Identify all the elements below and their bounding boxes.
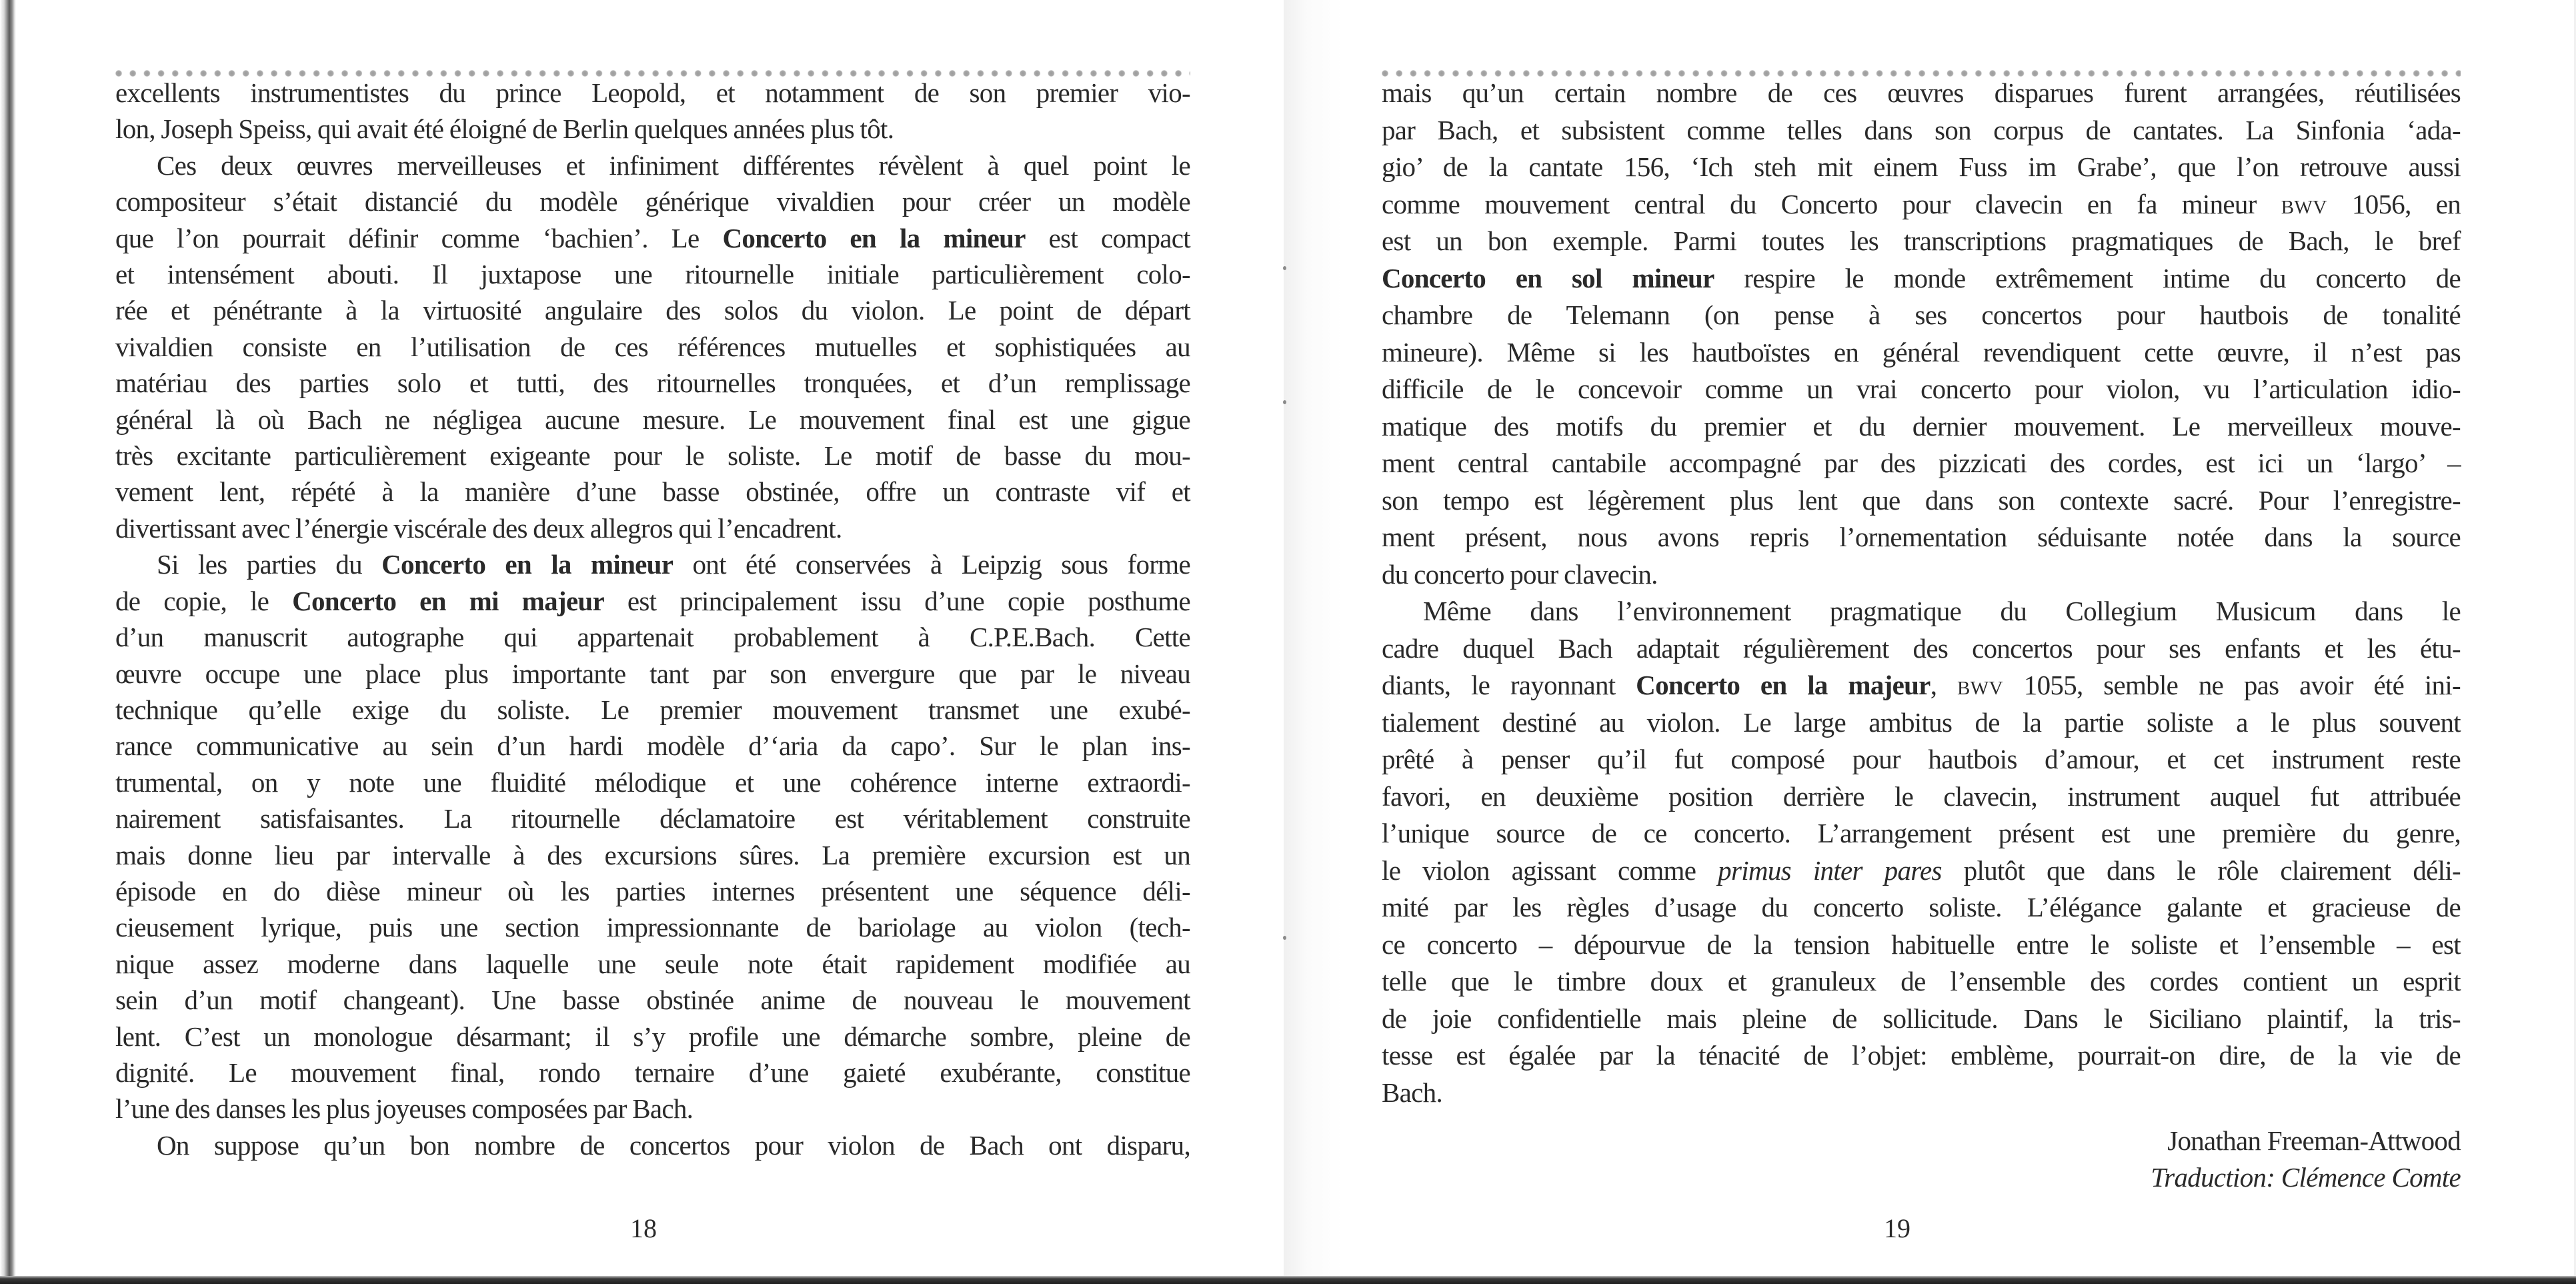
line-text: est principalement issu d’une copie posthume [603,585,1190,616]
line-text: vivaldien consiste en l’utilisation de ces références mutuelles et sophistiquées au [115,331,1190,362]
line-text: plutôt que dans le rôle clairement déli- [1941,854,2461,886]
text-line [115,474,1190,510]
signature [2151,1123,2461,1196]
line-text: technique qu’elle exige du soliste. Le premier mouvement transmet une exubé- [115,694,1190,725]
line-text: matique des motifs du premier et du dernier mouvement. Le merveilleux mouve- [1382,410,2461,442]
text-line [115,1019,1190,1055]
text-line [115,111,1190,147]
text-line [1382,1001,2461,1038]
text-line [115,510,1190,546]
line-text: son tempo est légèrement plus lent que dans son contexte sacré. Pour l’enregistre- [1382,484,2461,516]
text-line [115,329,1190,365]
text-line [115,1091,1190,1127]
line-text: général là où Bach ne négligea aucune mesure. Le mouvement final est une gigue [115,404,1190,435]
line-text: rance communicative au sein d’un hardi modèle d’‘aria da capo’. Sur le plan ins- [115,730,1190,762]
translator-credit: Traduction: Clémence Comte [2151,1162,2461,1193]
text-line [1382,815,2461,852]
line-text: matériau des parties solo et tutti, des ritournelles tronquées, et d’un remplissage [115,368,1190,399]
text-line [115,1127,1190,1163]
text-line [115,183,1190,219]
page-gutter [1284,0,1344,1276]
line-text: mais donne lieu par intervalle à des excursions sûres. La première excursion est un [115,839,1190,870]
text-line [115,256,1190,292]
line-text: épisode en do dièse mineur où les parties internes présentent une séquence déli- [115,875,1190,906]
line-text: mais qu’un certain nombre de ces œuvres disparues furent arrangées, réutilisées [1382,77,2461,108]
line-text: nique assez moderne dans laquelle une seule note était rapidement modifiée au [115,948,1190,979]
line-text: Même dans l’environnement pragmatique du Collegium Musicum dans le [1423,596,2461,626]
text-line [1382,926,2461,964]
line-text: lon, Joseph Speiss, qui avait été éloigné de Berlin quelques années plus tôt. [115,113,894,145]
scan-speck [1283,936,1286,940]
work-title: Concerto en la mineur [722,222,1026,253]
text-line [115,982,1190,1018]
line-text: sein d’un motif changeant). Une basse obstinée anime de nouveau le mouvement [115,985,1190,1016]
scan-bottom-edge [0,1276,2576,1284]
text-line [1382,186,2461,223]
line-text: gio’ de la cantate 156, ‘Ich steh mit einem Fuss im Grabe’, que l’on retrouve aussi [1382,151,2461,182]
line-text: compositeur s’était distancié du modèle générique vivaldien pour créer un modèle [115,186,1190,217]
line-text: ment central cantabile accompagné par des pizzicati des cordes, est ici un ‘largo’ – [1382,448,2461,478]
text-line [115,909,1190,945]
page-left [115,0,1190,1276]
scan-speck [1283,266,1286,270]
text-line [115,220,1190,256]
line-text: mité par les règles d’usage du concerto soliste. L’élégance galante et gracieuse de [1382,892,2461,922]
scan-speck [1283,400,1286,404]
catalogue-abbrev: bwv [2281,188,2327,219]
line-text: favori, en deuxième position derrière le clavecin, instrument auquel fut attribuée [1382,780,2461,812]
book-spine-edge [0,0,16,1284]
line-text: est compact [1025,222,1190,253]
text-line [1382,741,2461,778]
line-text: est un bon exemple. Parmi toutes les transcriptions pragmatiques de Bach, le bref [1382,225,2461,256]
text-line [115,583,1190,619]
text-line [1382,445,2461,482]
text-line [1382,704,2461,742]
line-text: telle que le timbre doux et granuleux de l’ensemble des cordes contient un esprit [1382,966,2461,997]
text-line [115,946,1190,982]
text-line [115,365,1190,401]
text-line [115,692,1190,728]
text-line [1382,1037,2461,1075]
line-text: , [1930,670,1957,700]
emphasis-text: primus inter pares [1718,854,1942,886]
text-line [1382,593,2461,630]
line-text: cadre duquel Bach adaptait régulièrement des concertos pour ses enfants et les étu- [1382,632,2461,664]
line-text: Bach. [1382,1077,1442,1108]
text-line [1382,852,2461,890]
text-line [1382,519,2461,556]
text-line [115,1055,1190,1091]
line-text: de copie, le [115,585,293,616]
line-text: respire le monde extrêmement intime du concerto de [1714,262,2461,293]
line-text: tialement destiné au violon. Le large ambitus de la partie soliste a le plus souvent [1382,706,2461,738]
text-line [115,728,1190,764]
line-text: 1056, en [2327,188,2461,219]
line-text: d’un manuscrit autographe qui appartenait probablement à C.P.E.Bach. Cette [115,622,1190,653]
line-text: rée et pénétrante à la virtuosité angulaire des solos du violon. Le point de départ [115,295,1190,326]
text-line [1382,334,2461,372]
line-text: de joie confidentielle mais pleine de sollicitude. Dans le Siciliano plaintif, la tris- [1382,1003,2461,1034]
line-text: que l’on pourrait définir comme ‘bachien’. Le [115,222,723,253]
body-text [1382,75,2461,1111]
text-line [115,546,1190,582]
text-line [1382,556,2461,594]
line-text: vement lent, répété à la manière d’une basse obstinée, offre un contraste vif et [115,476,1190,508]
text-line [115,837,1190,873]
body-text [115,75,1190,1163]
text-line [115,800,1190,836]
line-text: prêté à penser qu’il fut composé pour hautbois d’amour, et cet instrument reste [1382,744,2461,774]
line-text: lent. C’est un monologue désarmant; il s’y profile une démarche sombre, pleine de [115,1021,1190,1052]
line-text: divertissant avec l’énergie viscérale des deux allegros qui l’encadrent. [115,512,842,544]
line-text: l’unique source de ce concerto. L’arrangement présent est une première du genre, [1382,818,2461,848]
text-line [115,75,1190,111]
text-line [1382,408,2461,446]
text-line [1382,260,2461,297]
work-title: Concerto en la majeur [1636,670,1930,700]
text-line [1382,667,2461,704]
page-number: 19 [1884,1213,1910,1243]
text-line [115,292,1190,328]
line-text: cieusement lyrique, puis une section impressionnante de bariolage au violon (tech- [115,912,1190,943]
line-text: et intensément abouti. Il juxtapose une ritournelle initiale particulièrement colo- [115,259,1190,290]
line-text: On suppose qu’un bon nombre de concertos pour violon de Bach ont disparu, [157,1129,1190,1161]
line-text: l’une des danses les plus joyeuses composées par Bach. [115,1093,694,1125]
page-right [1382,0,2461,1276]
line-text: diants, le rayonnant [1382,670,1636,700]
line-text: difficile de le concevoir comme un vrai concerto pour violon, vu l’articulation idio- [1382,374,2461,404]
catalogue-abbrev: bwv [1957,670,2004,700]
text-line [1382,223,2461,260]
text-line [1382,630,2461,668]
text-line [1382,482,2461,520]
text-line [1382,112,2461,149]
text-line [1382,778,2461,816]
text-line [1382,963,2461,1001]
text-line [115,147,1190,183]
text-line [1382,371,2461,408]
text-line [115,619,1190,655]
line-text: du concerto pour clavecin. [1382,558,1658,590]
line-text: mineure). Même si les hautboïstes en général revendiquent cette œuvre, il n’est pas [1382,336,2461,368]
line-text: très excitante particulièrement exigeante pour le soliste. Le motif de basse du mou- [115,440,1190,472]
line-text: 1055, semble ne pas avoir été ini- [2003,670,2461,700]
line-text: Si les parties du [157,549,382,580]
text-line [115,873,1190,909]
line-text: par Bach, et subsistent comme telles dans son corpus de cantates. La Sinfonia ‘ada- [1382,114,2461,145]
author-name: Jonathan Freeman-Attwood [2167,1125,2461,1156]
line-text: dignité. Le mouvement final, rondo ternaire d’une gaieté exubérante, constitue [115,1057,1190,1088]
line-text: nairement satisfaisantes. La ritournelle déclamatoire est véritablement construite [115,803,1190,834]
line-text: chambre de Telemann (on pense à ses concertos pour hautbois de tonalité [1382,299,2461,330]
text-line [1382,1075,2461,1112]
line-text: Ces deux œuvres merveilleuses et infiniment différentes révèlent à quel point le [157,149,1190,181]
text-line [1382,297,2461,334]
work-title: Concerto en sol mineur [1382,262,1714,293]
text-line [115,764,1190,800]
text-line [1382,75,2461,112]
line-text: ce concerto – dépourvue de la tension habituelle entre le soliste et l’ensemble – est [1382,928,2461,960]
line-text: ont été conservées à Leipzig sous forme [673,549,1190,580]
line-text: le violon agissant comme [1382,854,1718,886]
work-title: Concerto en la mineur [381,549,674,580]
work-title: Concerto en mi majeur [292,585,604,616]
line-text: tesse est égalée par la ténacité de l’objet: emblème, pourrait-on dire, de la vie de [1382,1040,2461,1071]
text-line [1382,889,2461,926]
text-line [1382,149,2461,186]
line-text: trumental, on y note une fluidité mélodique et une cohérence interne extraordi- [115,766,1190,798]
line-text: excellents instrumentistes du prince Leopold, et notamment de son premier vio- [115,77,1190,108]
page-number: 18 [630,1213,657,1243]
text-line [115,438,1190,474]
text-line [115,402,1190,438]
text-line [115,656,1190,692]
line-text: comme mouvement central du Concerto pour clavecin en fa mineur [1382,188,2281,219]
line-text: ment présent, nous avons repris l’ornementation séduisante notée dans la source [1382,522,2461,552]
line-text: œuvre occupe une place plus importante tant par son envergure que par le niveau [115,658,1190,689]
